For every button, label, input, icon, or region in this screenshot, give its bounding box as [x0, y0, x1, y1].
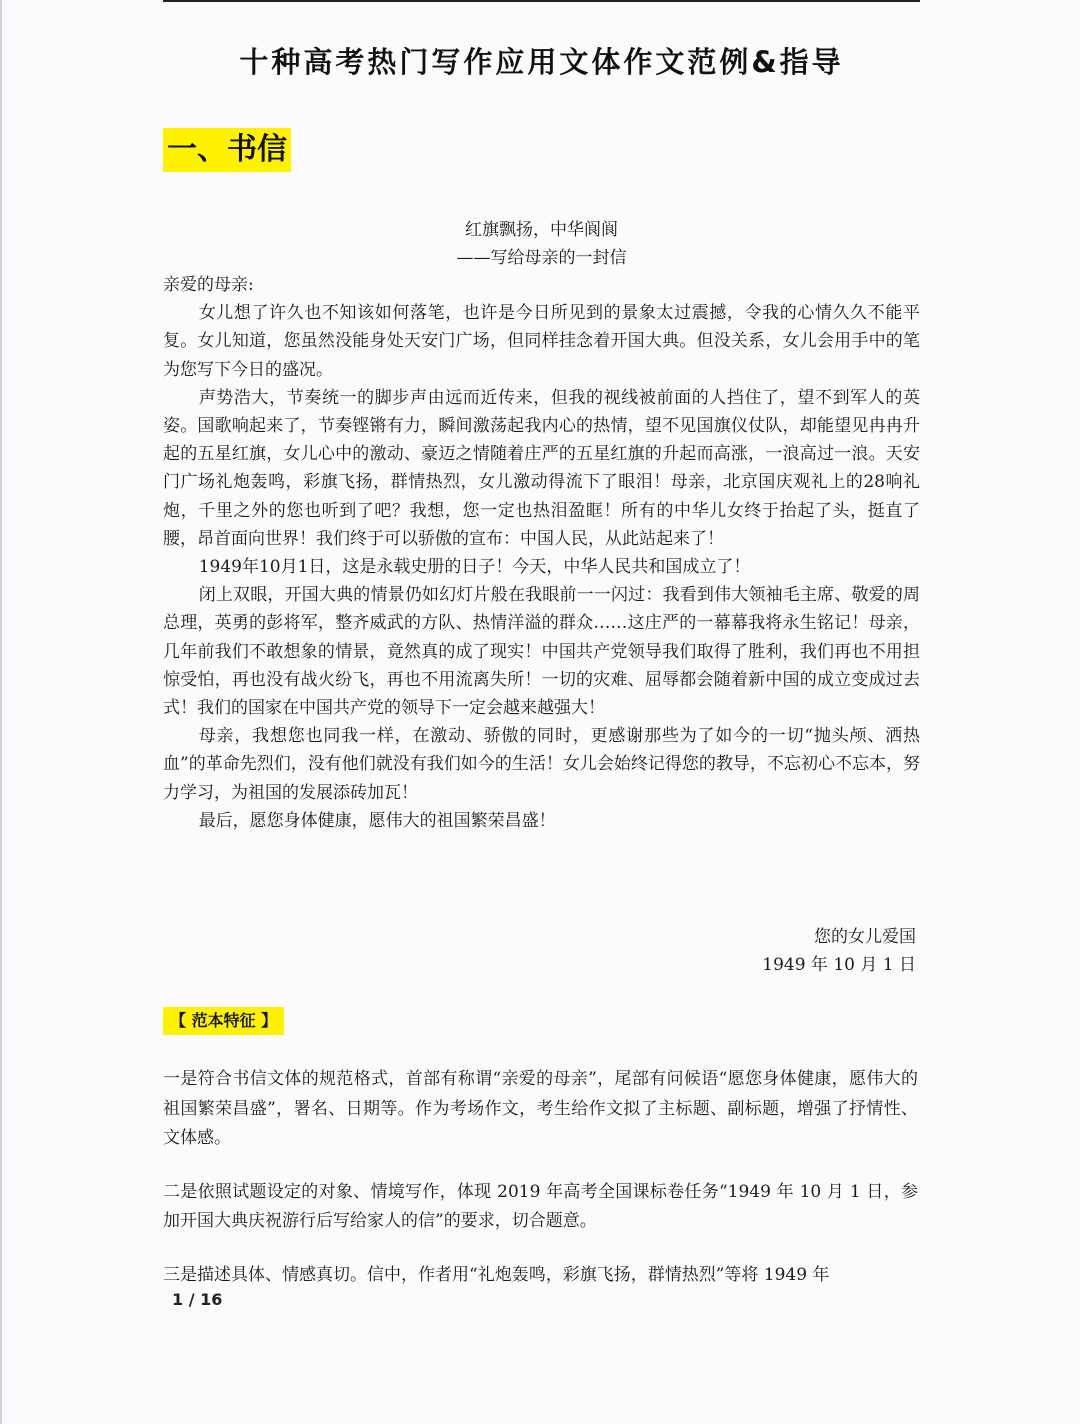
document-title: 十种高考热门写作应用文体作文范例&指导: [239, 45, 844, 79]
section-heading: 一、书信: [163, 128, 291, 172]
letter-body: [163, 271, 920, 835]
letter-paragraph: 最后，愿您身体健康，愿伟大的祖国繁荣昌盛！: [198, 810, 556, 831]
letter-signature: 您的女儿爱国: [814, 927, 916, 947]
page-edge: [0, 0, 2, 1424]
letter-salutation: 亲爱的母亲:: [163, 275, 254, 295]
letter-paragraph: 女儿想了许久也不知该如何落笔，也许是今日所见到的景象太过震撼，令我的心情久久不能平复。女儿知道，您虽然没能身处天安门广场，但同样挂念着开国大典。但没关系，女儿会用手中的笔为您写下今日的盛况。: [163, 303, 920, 380]
letter-paragraph: 声势浩大，节奏统一的脚步声由远而近传来，但我的视线被前面的人挡住了，望不到军人的英姿。国歌响起来了，节奏铿锵有力，瞬间激荡起我内心的热情，望不见国旗仪仗队，却能望见冉冉升起的五星红旗，女儿心中的激动、豪迈之情随着庄严的五星红旗的升起而高涨，一浪高过一浪。天安门广场礼炮轰鸣，彩旗飞扬，群情热烈，女儿激动得流下了眼泪！母亲，北京国庆观礼上的28响礼炮，千里之外的您也听到了吧？我想，您一定也热泪盈眶！所有的中华儿女终于抬起了头，挺直了腰，昂首面向世界！我们终于可以骄傲的宣布：中国人民，从此站起来了！: [163, 387, 920, 549]
analysis-section: [163, 1065, 918, 1290]
analysis-point: 二是依照试题设定的对象、情境写作，体现 2019 年高考全国课标卷任务“1949 年 10 月 1 日，参加开国大典庆祝游行后写给家人的信”的要求，切合题意。: [163, 1181, 918, 1231]
letter-subtitle: ——写给母亲的一封信: [456, 248, 627, 268]
top-rule: [163, 0, 920, 2]
page-indicator: 1 / 16: [172, 1290, 223, 1309]
letter-signature-block: [163, 923, 916, 979]
letter-paragraph: 闭上双眼，开国大典的情景仍如幻灯片般在我眼前一一闪过：我看到伟大领袖毛主席、敬爱的周总理，英勇的彭将军，整齐威武的方队、热情洋溢的群众……这庄严的一幕幕我将永生铭记！母亲，几年前我们不敢想象的情景，竟然真的成了现实！中国共产党领导我们取得了胜利，我们再也不用担惊受怕，再也没有战火纷飞，再也不用流离失所！一切的灾难、屈辱都会随着新中国的成立变成过去式！我们的国家在中国共产党的领导下一定会越来越强大！: [163, 585, 920, 719]
analysis-point: 一是符合书信文体的规范格式，首部有称谓“亲爱的母亲”，尾部有问候语“愿您身体健康，愿伟大的祖国繁荣昌盛”，署名、日期等。作为考场作文，考生给作文拟了主标题、副标题，增强了抒情性、文体感。: [163, 1069, 918, 1148]
feature-tag: 【 范本特征 】: [163, 1007, 284, 1035]
letter-paragraph: 母亲，我想您也同我一样，在激动、骄傲的同时，更感谢那些为了如今的一切“抛头颅、洒热血”的革命先烈们，没有他们就没有我们如今的生活！女儿会始终记得您的教导，不忘初心不忘本，努力学习，为祖国的发展添砖加瓦！: [163, 726, 920, 803]
letter-paragraph: 1949年10月1日，这是永载史册的日子！今天，中华人民共和国成立了！: [198, 557, 751, 578]
analysis-point: 三是描述具体、情感真切。信中，作者用“礼炮轰鸣，彩旗飞扬，群情热烈”等将 1949 年: [163, 1264, 830, 1285]
letter-title: 红旗飘扬，中华阆阆: [465, 220, 618, 240]
letter-date: 1949 年 10 月 1 日: [762, 955, 916, 975]
letter-title-block: [163, 216, 920, 272]
